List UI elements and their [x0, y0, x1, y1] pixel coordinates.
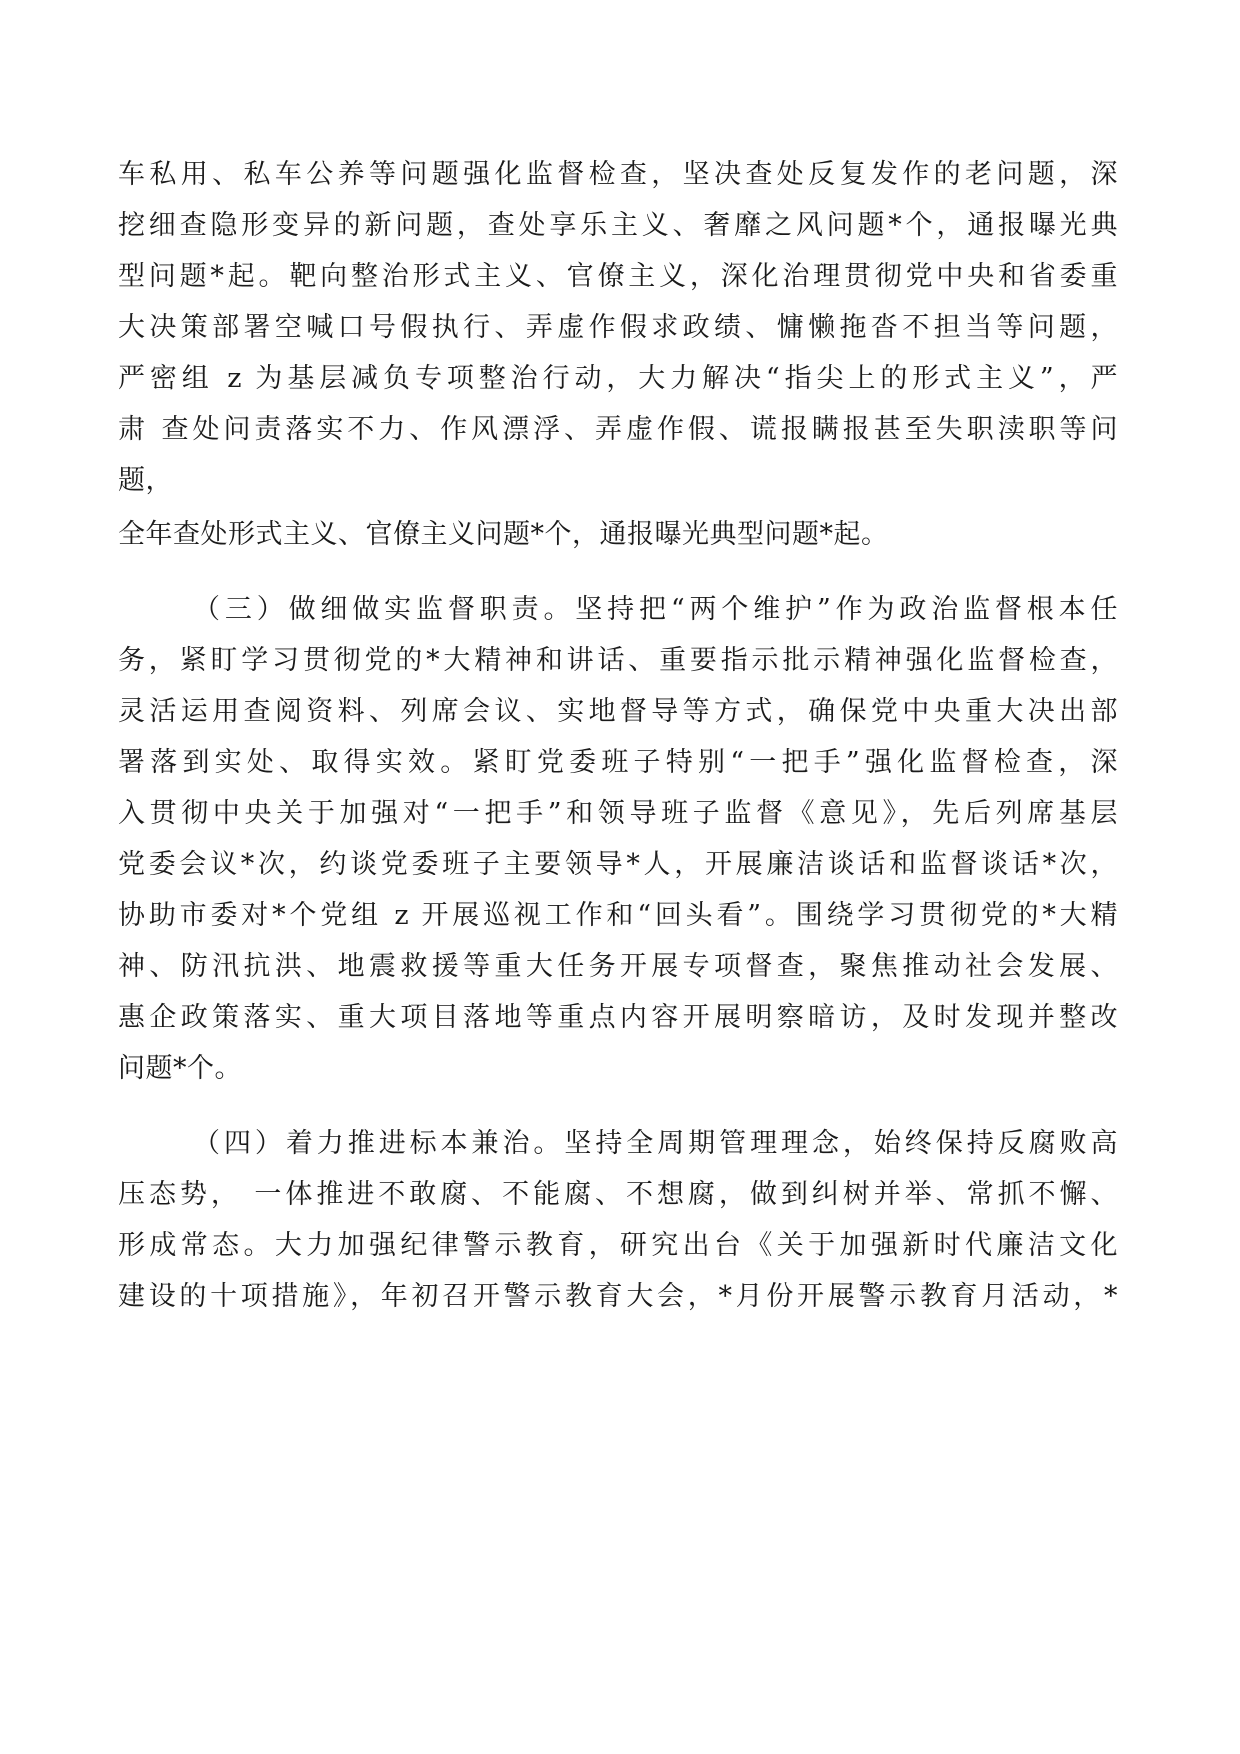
- paragraph-line: 车私用、私车公养等问题强化监督检查，坚决查处反复发作的老问题，深: [118, 159, 1118, 190]
- paragraph-line: 惠企政策落实、重大项目落地等重点内容开展明察暗访，及时发现并整改: [118, 1002, 1118, 1033]
- paragraph-line: 形成常态。大力加强纪律警示教育，研究出台《关于加强新时代廉洁文化: [118, 1230, 1118, 1261]
- paragraph-line: 神、防汛抗洪、地震救援等重大任务开展专项督查，聚焦推动社会发展、: [118, 951, 1118, 982]
- paragraph-line: 型问题*起。靶向整治形式主义、官僚主义，深化治理贯彻党中央和省委重: [118, 261, 1118, 292]
- section-heading-line: （三）做细做实监督职责。坚持把“两个维护”作为政治监督根本任: [193, 594, 1118, 625]
- paragraph-line: 大决策部署空喊口号假执行、弄虚作假求政绩、慵懒拖沓不担当等问题，: [118, 312, 1118, 343]
- paragraph-line: 压态势， 一体推进不敢腐、不能腐、不想腐，做到纠树并举、常抓不懈、: [118, 1179, 1118, 1210]
- paragraph-line: 署落到实处、取得实效。紧盯党委班子特别“一把手”强化监督检查，深: [118, 747, 1118, 778]
- paragraph-line: 灵活运用查阅资料、列席会议、实地督导等方式，确保党中央重大决出部: [118, 696, 1118, 727]
- paragraph-line: 肃 查处问责落实不力、作风漂浮、弄虚作假、谎报瞒报甚至失职渎职等问: [118, 414, 1118, 445]
- paragraph-line: 协助市委对*个党组 z 开展巡视工作和“回头看”。围绕学习贯彻党的*大精: [118, 900, 1118, 931]
- paragraph-line: 严密组 z 为基层减负专项整治行动，大力解决“指尖上的形式主义”，严: [118, 363, 1118, 394]
- paragraph-line: 全年查处形式主义、官僚主义问题*个，通报曝光典型问题*起。: [118, 519, 889, 550]
- paragraph-line: 务，紧盯学习贯彻党的*大精神和讲话、重要指示批示精神强化监督检查，: [118, 645, 1118, 676]
- paragraph-line: 问题*个。: [118, 1053, 242, 1084]
- paragraph-line: 题，: [118, 465, 173, 496]
- section-heading-line: （四）着力推进标本兼治。坚持全周期管理理念，始终保持反腐败高: [193, 1128, 1118, 1159]
- paragraph-line: 党委会议*次，约谈党委班子主要领导*人，开展廉洁谈话和监督谈话*次，: [118, 849, 1118, 880]
- paragraph-line: 建设的十项措施》，年初召开警示教育大会，*月份开展警示教育月活动，*: [118, 1281, 1118, 1312]
- paragraph-line: 入贯彻中央关于加强对“一把手”和领导班子监督《意见》，先后列席基层: [118, 798, 1118, 829]
- paragraph-line: 挖细查隐形变异的新问题，查处享乐主义、奢靡之风问题*个，通报曝光典: [118, 210, 1118, 241]
